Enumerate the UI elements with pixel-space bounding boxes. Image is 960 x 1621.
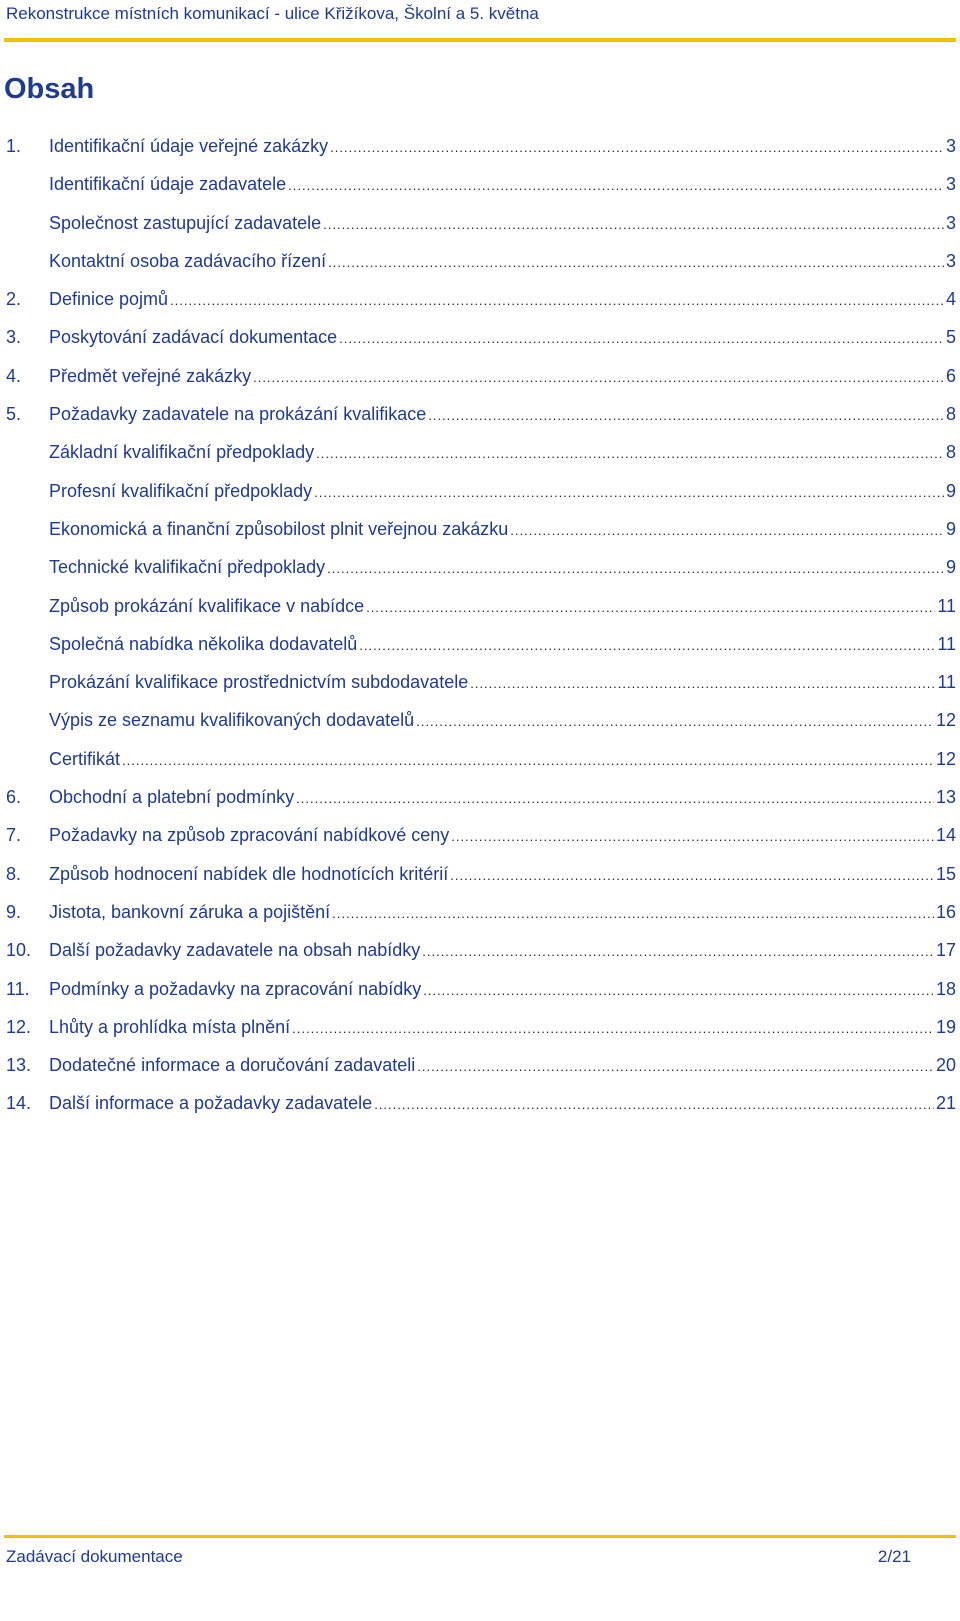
toc-entry-line: [49, 481, 956, 502]
toc-entry-line: [49, 596, 956, 617]
toc-entry-page[interactable]: 4: [945, 289, 956, 310]
toc-entry-line: [49, 940, 956, 961]
toc-entry-page[interactable]: 5: [945, 327, 956, 348]
toc-entry-line: [49, 634, 956, 655]
toc-entry[interactable]: [6, 434, 956, 472]
toc-entry[interactable]: [6, 817, 956, 855]
toc-entry-title[interactable]: Způsob prokázání kvalifikace v nabídce: [49, 595, 365, 616]
toc-entry[interactable]: [6, 1009, 956, 1047]
toc-entry-line: [49, 366, 956, 387]
toc-entry-line: [49, 327, 956, 348]
toc-entry-number: 8.: [6, 863, 22, 884]
toc-dot-leader: [423, 983, 934, 998]
toc-dot-leader: [292, 1021, 934, 1036]
toc-entry-page[interactable]: 17: [935, 940, 956, 961]
toc-entry-page[interactable]: 3: [945, 212, 956, 233]
toc-entry-page[interactable]: 3: [945, 136, 956, 156]
toc-entry-title[interactable]: Poskytování zadávací dokumentace: [49, 327, 338, 348]
toc-entry-title[interactable]: Obchodní a platební podmínky: [49, 787, 295, 808]
toc-entry-line: [49, 864, 956, 885]
toc-entry[interactable]: [6, 319, 956, 357]
toc-dot-leader: [339, 331, 944, 346]
toc-entry-page[interactable]: 19: [935, 1016, 956, 1037]
toc-entry-title[interactable]: Identifikační údaje zadavatele: [49, 174, 287, 195]
toc-entry[interactable]: [6, 166, 956, 204]
toc-entry-line: [49, 519, 956, 540]
toc-entry-line: [49, 289, 956, 310]
toc-entry[interactable]: [6, 741, 956, 779]
toc-entry-number: 9.: [6, 901, 22, 922]
toc-entry[interactable]: [6, 702, 956, 740]
toc-entry-line: [49, 749, 956, 770]
toc-entry-title[interactable]: Technické kvalifikační předpoklady: [49, 557, 326, 578]
toc-entry-line: [49, 442, 956, 463]
toc-dot-leader: [253, 370, 944, 385]
toc-entry[interactable]: [6, 664, 956, 702]
toc-entry-page[interactable]: 20: [935, 1055, 956, 1076]
toc-entry-line: [49, 1017, 956, 1038]
toc-dot-leader: [422, 944, 934, 959]
toc-entry-page[interactable]: 14: [935, 825, 956, 846]
toc-entry-number: 14.: [6, 1093, 32, 1114]
toc-dot-leader: [510, 523, 944, 538]
toc-entry-number: 6.: [6, 787, 22, 808]
page-header: [6, 2, 956, 40]
toc-dot-leader: [450, 868, 934, 883]
toc-entry-title[interactable]: Společná nabídka několika dodavatelů: [49, 633, 358, 654]
toc-entry[interactable]: [6, 932, 956, 970]
toc-entry-page[interactable]: 18: [935, 978, 956, 999]
toc-dot-leader: [327, 561, 944, 576]
toc-entry-line: [49, 902, 956, 923]
toc-dot-leader: [332, 906, 934, 921]
toc-entry-page[interactable]: 13: [935, 787, 956, 808]
toc-entry-number: 5.: [6, 404, 22, 425]
toc-entry[interactable]: [6, 1085, 956, 1123]
toc-entry-number: 13.: [6, 1055, 32, 1076]
toc-entry-number: 4.: [6, 365, 22, 386]
toc-entry-title[interactable]: Předmět veřejné zakázky: [49, 365, 252, 386]
toc-entry[interactable]: [6, 549, 956, 587]
toc-dot-leader: [366, 600, 935, 615]
toc-entry-number: 2.: [6, 289, 22, 310]
toc-entry-title[interactable]: Podmínky a požadavky na zpracování nabídky: [49, 978, 422, 999]
toc-entry-title[interactable]: Kontaktní osoba zadávacího řízení: [49, 250, 327, 271]
toc-entry-title[interactable]: Základní kvalifikační předpoklady: [49, 442, 315, 463]
toc-entry-title[interactable]: Další požadavky zadavatele na obsah nabídky: [49, 940, 421, 961]
toc-dot-leader: [417, 1059, 934, 1074]
toc-entry[interactable]: [6, 511, 956, 549]
toc-dot-leader: [428, 408, 944, 423]
toc-entry-title[interactable]: Výpis ze seznamu kvalifikovaných dodavatelů: [49, 710, 415, 731]
footer-document-name: Zadávací dokumentace: [6, 1547, 183, 1566]
footer-rule: [4, 1535, 956, 1538]
toc-entry[interactable]: [6, 626, 956, 664]
toc-entry-number: 11.: [6, 978, 30, 999]
toc-entry-line: [49, 1093, 956, 1114]
toc-entry-page[interactable]: 8: [945, 442, 956, 463]
toc-entry-page[interactable]: 9: [945, 518, 956, 539]
toc-entry[interactable]: [6, 473, 956, 511]
toc-entry[interactable]: [6, 894, 956, 932]
toc-entry-page[interactable]: 3: [945, 174, 956, 195]
toc-entry-title[interactable]: Lhůty a prohlídka místa plnění: [49, 1016, 291, 1037]
toc-entry-line: [49, 251, 956, 272]
toc-dot-leader: [296, 791, 934, 806]
toc-entry-number: 12.: [6, 1016, 32, 1037]
toc-entry-page[interactable]: 21: [935, 1093, 956, 1114]
toc-entry-page[interactable]: 9: [945, 480, 956, 501]
toc-entry-title[interactable]: Požadavky na způsob zpracování nabídkové ceny: [49, 825, 450, 846]
toc-entry-title[interactable]: Způsob hodnocení nabídek dle hodnotících kritérií: [49, 863, 449, 884]
toc-entry-title[interactable]: Identifikační údaje veřejné zakázky: [49, 136, 329, 156]
toc-entry-line: [49, 979, 956, 1000]
toc-entry[interactable]: [6, 1047, 956, 1085]
toc-entry-title[interactable]: Dodatečné informace a doručování zadavateli: [49, 1055, 416, 1076]
toc-dot-leader: [416, 714, 934, 729]
toc-entry-title[interactable]: Společnost zastupující zadavatele: [49, 212, 322, 233]
toc-dot-leader: [330, 140, 944, 155]
toc-entry-line: [49, 136, 956, 157]
footer-page-number: 2/21: [877, 1547, 911, 1566]
toc-entry-page[interactable]: 16: [935, 901, 956, 922]
toc-entry-title[interactable]: Profesní kvalifikační předpoklady: [49, 480, 313, 501]
toc-entry-title[interactable]: Jistota, bankovní záruka a pojištění: [49, 901, 331, 922]
toc-entry-page[interactable]: 11: [937, 595, 956, 616]
toc-entry-title[interactable]: Definice pojmů: [49, 289, 169, 310]
toc-dot-leader: [122, 753, 934, 768]
toc-entry[interactable]: [6, 358, 956, 396]
toc-entry[interactable]: [6, 588, 956, 626]
toc-entry-number: 3.: [6, 327, 22, 348]
toc-dot-leader: [328, 255, 944, 270]
toc-entry-title[interactable]: Prokázání kvalifikace prostřednictvím subdodavatele: [49, 672, 469, 693]
toc-dot-leader: [288, 178, 944, 193]
toc-heading: Obsah: [4, 73, 95, 105]
toc-entry[interactable]: [6, 128, 956, 166]
toc-dot-leader: [451, 829, 934, 844]
toc-entry-title[interactable]: Certifikát: [49, 748, 121, 769]
toc-entry-page[interactable]: 8: [945, 404, 956, 425]
header-rule: [4, 38, 956, 42]
toc-entry[interactable]: [6, 779, 956, 817]
toc-entry-number: 10.: [6, 940, 32, 961]
toc-dot-leader: [323, 217, 944, 232]
toc-entry-line: [49, 710, 956, 731]
toc-dot-leader: [316, 446, 944, 461]
toc-dot-leader: [374, 1097, 934, 1112]
toc-entry-line: [49, 213, 956, 234]
toc-entry-page[interactable]: 11: [937, 633, 956, 654]
toc-entry-title[interactable]: Ekonomická a finanční způsobilost plnit veřejnou zakázku: [49, 518, 509, 539]
toc-entry-line: [49, 1055, 956, 1076]
toc-entry-page[interactable]: 6: [945, 365, 956, 386]
toc-entry-title[interactable]: Další informace a požadavky zadavatele: [49, 1093, 373, 1114]
toc-dot-leader: [359, 638, 935, 653]
toc-entry-line: [49, 787, 956, 808]
table-of-contents: [6, 128, 956, 1124]
toc-entry[interactable]: [6, 205, 956, 243]
toc-dot-leader: [170, 293, 944, 308]
toc-entry-number: 7.: [6, 825, 22, 846]
toc-entry[interactable]: [6, 243, 956, 281]
toc-entry-line: [49, 557, 956, 578]
header-title: Rekonstrukce místních komunikací - ulice Křižíkova, Školní a 5. května: [6, 4, 539, 23]
toc-entry-page[interactable]: 12: [935, 748, 956, 769]
toc-entry-page[interactable]: 15: [935, 863, 956, 884]
toc-entry[interactable]: [6, 396, 956, 434]
toc-entry[interactable]: [6, 856, 956, 894]
toc-entry-line: [49, 174, 956, 195]
toc-entry-line: [49, 825, 956, 846]
toc-entry[interactable]: [6, 281, 956, 319]
toc-entry-line: [49, 404, 956, 425]
toc-entry-page[interactable]: 9: [945, 557, 956, 578]
toc-entry[interactable]: [6, 971, 956, 1009]
toc-dot-leader: [314, 485, 944, 500]
toc-entry-page[interactable]: 3: [945, 250, 956, 271]
toc-dot-leader: [470, 676, 935, 691]
page-footer: [6, 1535, 956, 1575]
toc-entry-page[interactable]: 12: [935, 710, 956, 731]
toc-entry-line: [49, 672, 956, 693]
toc-entry-number: 1.: [6, 136, 22, 156]
toc-entry-page[interactable]: 11: [937, 672, 956, 693]
toc-entry-title[interactable]: Požadavky zadavatele na prokázání kvalifikace: [49, 404, 427, 425]
